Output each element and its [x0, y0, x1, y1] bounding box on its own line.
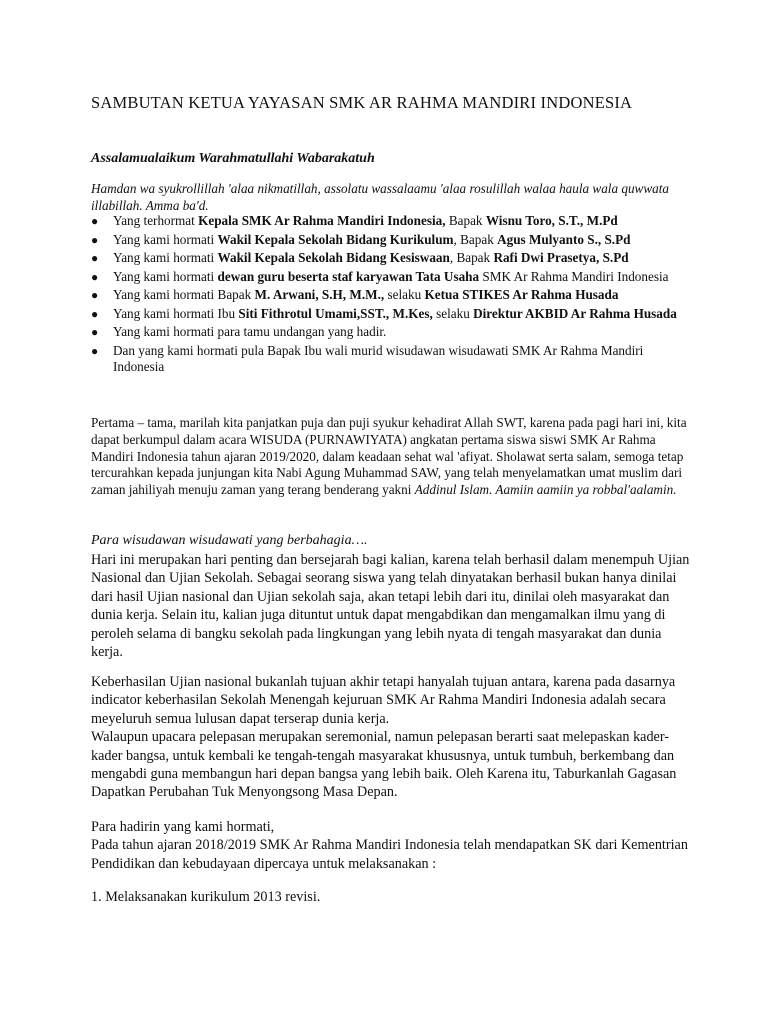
- salutation-item: [91, 287, 691, 304]
- salutation-text: Direktur AKBID Ar Rahma Husada: [473, 305, 677, 321]
- addressee-line: Para wisudawan wisudawati yang berbahagia….: [91, 533, 368, 548]
- salutation-text: Agus Mulyanto S., S.Pd: [497, 231, 631, 247]
- salutation-item: [91, 213, 691, 230]
- paragraph-success: [91, 673, 691, 802]
- salutation-text: Yang kami hormati: [113, 231, 218, 247]
- salutation-text: dewan guru beserta staf karyawan Tata Usaha: [217, 268, 480, 284]
- paragraph-audience-b: Pada tahun ajaran 2018/2019 SMK Ar Rahma Mandiri Indonesia telah mendapatkan SK dari Kementrian Pendidikan dan kebudayaan dipercaya untuk melaksanakan :: [91, 837, 688, 872]
- salutation-text: Yang terhormat: [113, 213, 199, 228]
- paragraph-audience: [91, 818, 691, 873]
- paragraph-opening-italic: Addinul Islam. Aamiin aamiin ya robbal'aalamin.: [414, 482, 677, 498]
- paragraph-opening-text: Pertama – tama, marilah kita panjatkan puja dan puji syukur kehadirat Allah SWT, karena pada pagi hari ini, kita dapat berkumpul dalam acara WISUDA (PURNAWIYATA) angkatan pertama siswa siswi SMK Ar Rahma Mandiri Indonesia tahun ajaran 2019/2020, dalam keadaan sehat wal 'afiyat. Sholawat serta salam, semoga tetap tercurahkan kepada junjungan kita Nabi Agung Muhammad SAW, yang telah menyelamatkan umat muslim dari zaman jahiliyah menuju zaman yang terang benderang yakni: [91, 415, 687, 498]
- salutation-text: Wisnu Toro, S.T., M.Pd: [485, 213, 618, 228]
- salutation-item: [91, 269, 691, 286]
- salutation-text: , Bapak: [449, 250, 494, 265]
- paragraph-success-b: Walaupun upacara pelepasan merupakan seremonial, namun pelepasan berarti saat melepaskan kader-kader bangsa, untuk kembali ke tengah-tengah masyarakat khususnya, untuk tumbuh, berkembang dan mengabdi guna membangun hari depan bangsa yang lebih baik. Oleh Karena itu, Taburkanlah Gagasan Dapatkan Perubahan Tuk Menyongsong Masa Depan.: [91, 729, 677, 801]
- salutation-text: Yang kami hormati Bapak: [113, 287, 255, 302]
- bullet-dot-icon: ●: [91, 232, 99, 247]
- salutation-text: M. Arwani, S.H, M.M.,: [254, 287, 385, 302]
- salutation-text: Siti Fithrotul Umami,SST., M.Kes,: [238, 305, 433, 321]
- salutation-text: Yang kami hormati: [113, 268, 218, 284]
- salutation-text: , Bapak: [453, 231, 498, 247]
- salutation-text: Wakil Kepala Sekolah Bidang Kurikulum: [217, 231, 454, 247]
- bullet-dot-icon: ●: [91, 214, 99, 228]
- salutation-text: SMK Ar Rahma Mandiri Indonesia: [479, 268, 669, 284]
- salutation-text: selaku: [432, 305, 474, 321]
- salutation-item: [91, 324, 691, 341]
- paragraph-success-a: Keberhasilan Ujian nasional bukanlah tujuan akhir tetapi hanyalah tujuan antara, karena pada dasarnya indicator keberhasilan Sekolah Menengah kejuruan SMK Ar Rahma Mandiri Indonesia adalah secara meyeluruh semua lulusan dapat terserap dunia kerja.: [91, 674, 676, 727]
- bullet-dot-icon: ●: [91, 343, 99, 358]
- salutation-item: [91, 343, 691, 376]
- bullet-dot-icon: ●: [91, 269, 99, 284]
- salutation-item: [91, 306, 691, 323]
- paragraph-graduation: Hari ini merupakan hari penting dan bersejarah bagi kalian, karena telah berhasil dalam menempuh Ujian Nasional dan Ujian Sekolah. Sebagai seorang siswa yang telah dinyatakan berhasil bukan hanya dinilai dari hasil Ujian nasional dan Ujian sekolah saja, akan tetapi lebih dari itu, dinilai oleh masyarakat dan dunia kerja. Selain itu, kalian juga dituntut untuk dapat mengabdikan dan mengamalkan ilmu yang di peroleh selama di bangku sekolah pada lingkungan yang lebih nyata di tengah masyarakat dan dunia kerja.: [91, 552, 690, 661]
- salutation-text: Dan yang kami hormati pula Bapak Ibu wali murid wisudawan wisudawati SMK Ar Rahma Mandiri Indonesia: [113, 342, 644, 374]
- greeting: Assalamualaikum Warahmatullahi Wabarakatuh: [91, 151, 375, 166]
- bullet-dot-icon: ●: [91, 251, 99, 265]
- salutation-text: Yang kami hormati: [113, 250, 218, 265]
- paragraph-audience-a: Para hadirin yang kami hormati,: [91, 819, 275, 835]
- salutation-text: Rafi Dwi Prasetya, S.Pd: [493, 250, 629, 265]
- salutation-list: [91, 213, 691, 378]
- salutation-text: Bapak: [445, 213, 486, 228]
- salutation-text: Yang kami hormati para tamu undangan yang hadir.: [113, 324, 387, 339]
- opening-prayer: Hamdan wa syukrollillah 'alaa nikmatillah, assolatu wassalaamu 'alaa rosulillah walaa haula wala quwwata illabillah. Amma ba'd.: [91, 181, 669, 213]
- salutation-item: [91, 232, 691, 249]
- salutation-text: Yang kami hormati Ibu: [113, 305, 239, 321]
- salutation-text: selaku: [384, 287, 425, 302]
- bullet-dot-icon: ●: [91, 288, 99, 302]
- document-title: SAMBUTAN KETUA YAYASAN SMK AR RAHMA MANDIRI INDONESIA: [91, 93, 633, 112]
- salutation-text: Wakil Kepala Sekolah Bidang Kesiswaan: [217, 250, 450, 265]
- salutation-text: Kepala SMK Ar Rahma Mandiri Indonesia,: [198, 213, 446, 228]
- paragraph-opening: [91, 415, 691, 499]
- bullet-dot-icon: ●: [91, 306, 99, 321]
- bullet-dot-icon: ●: [91, 325, 99, 339]
- salutation-item: [91, 250, 691, 267]
- salutation-text: Ketua STIKES Ar Rahma Husada: [424, 287, 619, 302]
- numbered-item-1: 1. Melaksanakan kurikulum 2013 revisi.: [91, 889, 321, 905]
